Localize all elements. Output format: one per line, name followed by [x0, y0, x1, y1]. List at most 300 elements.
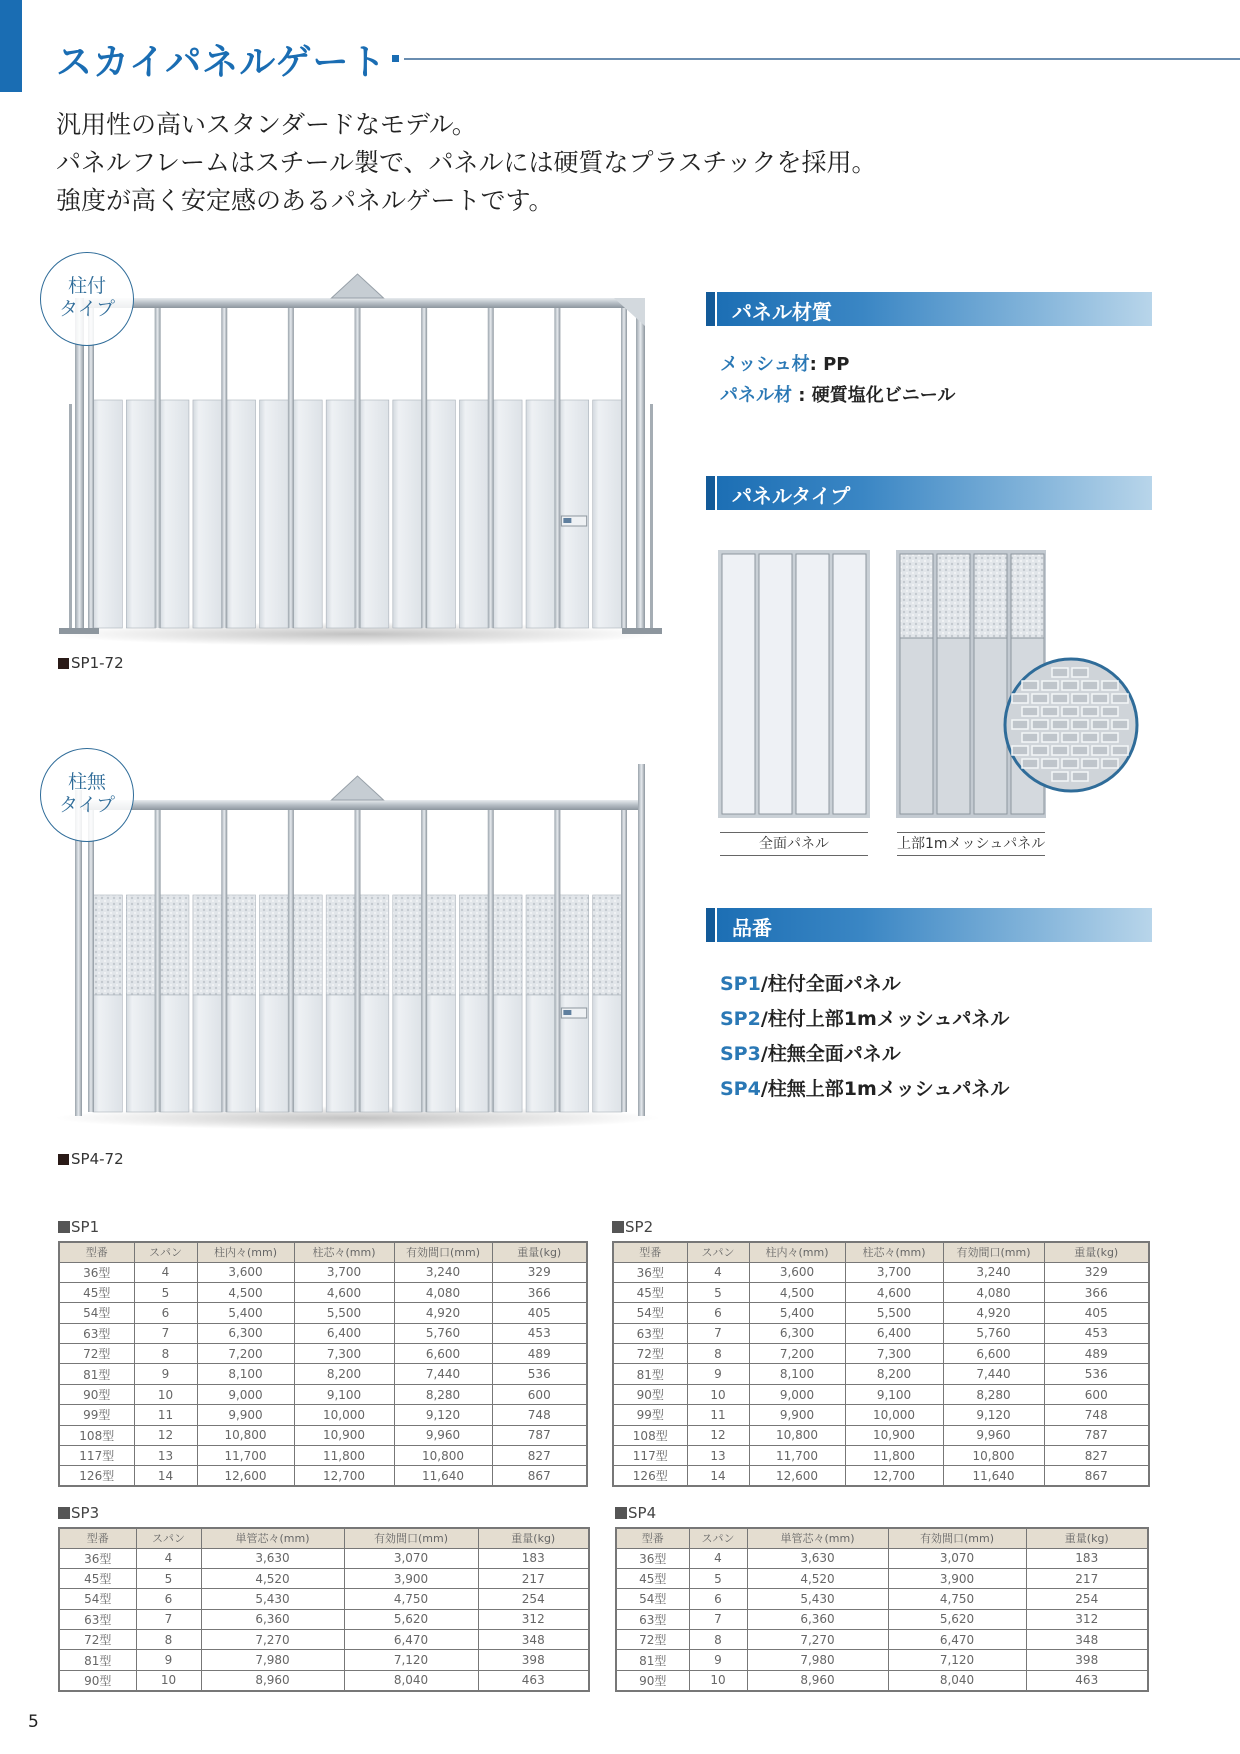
table-cell: 366	[1044, 1282, 1149, 1302]
table-row	[613, 1262, 1149, 1282]
table-cell: 3,630	[747, 1548, 888, 1568]
table-cell: 108型	[59, 1425, 134, 1445]
table-cell: 54型	[613, 1303, 687, 1323]
intro-text	[56, 106, 877, 220]
page-number: 5	[28, 1712, 39, 1732]
table-cell: 3,240	[394, 1262, 492, 1282]
table-row	[59, 1630, 589, 1650]
solid-panel-bottom	[193, 995, 222, 1112]
table-cell: 126型	[613, 1466, 687, 1486]
table-cell: 9	[136, 1650, 201, 1670]
column-header: 柱内々(mm)	[749, 1242, 845, 1262]
vertical-bar	[221, 808, 227, 1112]
solid-panel	[459, 400, 488, 628]
table-cell: 6,360	[201, 1609, 344, 1629]
solid-panel-bottom	[426, 995, 455, 1112]
table-row	[59, 1466, 587, 1486]
table-cell: 8,200	[845, 1364, 943, 1384]
top-rail	[83, 800, 640, 810]
table-cell: 12,600	[749, 1466, 845, 1486]
table-row	[59, 1262, 587, 1282]
table-cell: 9,960	[394, 1425, 492, 1445]
table-cell: 8,960	[201, 1670, 344, 1690]
mesh-cell	[1052, 668, 1068, 677]
table-cell: 827	[1044, 1446, 1149, 1466]
mesh-strip	[974, 554, 1007, 638]
right-pipe	[638, 764, 645, 1116]
panel-strip	[833, 554, 866, 814]
table-cell: 183	[478, 1548, 589, 1568]
table-row	[59, 1568, 589, 1588]
table-cell: 9,960	[943, 1425, 1044, 1445]
vertical-bar	[554, 306, 560, 628]
table-row	[59, 1405, 587, 1425]
mesh-cell	[1052, 694, 1068, 703]
table-cell: 10,000	[294, 1405, 394, 1425]
section-heading-codes: 品番	[706, 908, 1152, 942]
right-post	[636, 298, 645, 628]
table-cell: 5,430	[747, 1589, 888, 1609]
table-cell: 10,800	[394, 1446, 492, 1466]
table-row	[613, 1364, 1149, 1384]
table-cell: 9,900	[749, 1405, 845, 1425]
table-cell: 4,080	[943, 1282, 1044, 1302]
table-cell: 9	[134, 1364, 197, 1384]
mesh-panel-top	[93, 895, 122, 995]
table-cell: 5,430	[201, 1589, 344, 1609]
mesh-cell	[1082, 707, 1098, 716]
table-cell: 54型	[616, 1589, 689, 1609]
panel-strip	[759, 554, 792, 814]
code-item: SP1/柱付全面パネル	[720, 973, 901, 995]
table-header-row	[613, 1242, 1149, 1262]
solid-panel	[93, 400, 122, 628]
table-cell: 7	[687, 1323, 749, 1343]
panel-caption-full: 全面パネル	[720, 832, 868, 856]
table-cell: 463	[1026, 1670, 1148, 1690]
table-cell: 3,700	[845, 1262, 943, 1282]
table-cell: 6,470	[888, 1630, 1026, 1650]
table-row	[616, 1650, 1148, 1670]
table-cell: 6,600	[394, 1344, 492, 1364]
mesh-cell	[1062, 733, 1078, 742]
table-cell: 9	[689, 1650, 747, 1670]
column-header: スパン	[136, 1528, 201, 1548]
table-cell: 3,600	[197, 1262, 294, 1282]
table-cell: 11,640	[394, 1466, 492, 1486]
table-cell: 9,900	[197, 1405, 294, 1425]
vertical-bar	[421, 306, 427, 628]
solid-panel	[126, 400, 155, 628]
mesh-panel-top	[126, 895, 155, 995]
table-cell: 72型	[613, 1344, 687, 1364]
table-cell: 45型	[613, 1282, 687, 1302]
table-cell: 3,600	[749, 1262, 845, 1282]
mesh-cell	[1082, 681, 1098, 690]
table-cell: 6,400	[294, 1323, 394, 1343]
table-cell: 536	[1044, 1364, 1149, 1384]
mesh-cell	[1072, 746, 1088, 755]
table-cell: 10	[134, 1384, 197, 1404]
table-cell: 8,200	[294, 1364, 394, 1384]
table-row	[59, 1548, 589, 1568]
mesh-cell	[1052, 746, 1068, 755]
table-cell: 36型	[613, 1262, 687, 1282]
table-cell: 5	[687, 1282, 749, 1302]
table-cell: 7,980	[201, 1650, 344, 1670]
table-cell: 12,600	[197, 1466, 294, 1486]
table-cell: 6,600	[943, 1344, 1044, 1364]
table-cell: 6,300	[749, 1323, 845, 1343]
table-cell: 6	[136, 1589, 201, 1609]
table-cell: 9,120	[394, 1405, 492, 1425]
mesh-panel-top	[160, 895, 189, 995]
table-row	[59, 1425, 587, 1445]
table-cell: 10,800	[197, 1425, 294, 1445]
table-cell: 14	[687, 1466, 749, 1486]
table-cell: 8,280	[943, 1384, 1044, 1404]
spec-table-sp3	[58, 1527, 590, 1692]
table-row	[613, 1446, 1149, 1466]
mesh-cell	[1112, 720, 1128, 729]
mesh-cell	[1042, 681, 1058, 690]
table-cell: 3,900	[888, 1568, 1026, 1588]
vertical-bar	[88, 808, 94, 1112]
table-row	[59, 1650, 589, 1670]
table-cell: 6,400	[845, 1323, 943, 1343]
solid-panel	[559, 400, 588, 628]
photo-caption: SP4-72	[58, 1150, 124, 1168]
top-rail	[83, 298, 640, 308]
mesh-cell	[1072, 720, 1088, 729]
table-row	[613, 1405, 1149, 1425]
table-cell: 3,240	[943, 1262, 1044, 1282]
mesh-cell	[1102, 759, 1118, 768]
column-header: スパン	[687, 1242, 749, 1262]
table-row	[616, 1548, 1148, 1568]
spec-table-sp1	[58, 1241, 588, 1487]
mesh-cell	[1102, 681, 1118, 690]
table-row	[613, 1303, 1149, 1323]
solid-panel-bottom	[293, 995, 322, 1112]
table-cell: 3,070	[344, 1548, 478, 1568]
panel-strip	[722, 554, 755, 814]
table-cell: 8,100	[197, 1364, 294, 1384]
table-cell: 4,080	[394, 1282, 492, 1302]
mesh-cell	[1062, 759, 1078, 768]
table-cell: 45型	[616, 1568, 689, 1588]
column-header: スパン	[134, 1242, 197, 1262]
solid-panel	[426, 400, 455, 628]
table-cell: 4,520	[201, 1568, 344, 1588]
table-cell: 9,100	[845, 1384, 943, 1404]
solid-panel-bottom	[160, 995, 189, 1112]
table-cell: 10	[136, 1670, 201, 1690]
table-cell: 3,700	[294, 1262, 394, 1282]
table-cell: 5,620	[888, 1609, 1026, 1629]
mesh-cell	[1022, 733, 1038, 742]
table-cell: 72型	[616, 1630, 689, 1650]
table-cell: 11,800	[845, 1446, 943, 1466]
table-cell: 7,120	[344, 1650, 478, 1670]
table-cell: 13	[134, 1446, 197, 1466]
page-title: スカイパネルゲート	[56, 42, 387, 83]
table-cell: 3,900	[344, 1568, 478, 1588]
table-row	[616, 1589, 1148, 1609]
badge-line: タイプ	[58, 794, 116, 816]
table-cell: 536	[492, 1364, 587, 1384]
section-heading-panel-type: パネルタイプ	[706, 476, 1152, 510]
table-cell: 6,470	[344, 1630, 478, 1650]
table-cell: 11,700	[749, 1446, 845, 1466]
table-cell: 217	[1026, 1568, 1148, 1588]
title-rule	[404, 58, 1240, 60]
table-cell: 867	[492, 1466, 587, 1486]
table-cell: 10,800	[943, 1446, 1044, 1466]
mesh-panel-top	[326, 895, 355, 995]
mesh-panel-top	[426, 895, 455, 995]
column-header: 型番	[613, 1242, 687, 1262]
table-cell: 5,760	[943, 1323, 1044, 1343]
column-header: 型番	[59, 1242, 134, 1262]
table-cell: 3,630	[201, 1548, 344, 1568]
vertical-bar	[554, 808, 560, 1112]
table-cell: 9,000	[197, 1384, 294, 1404]
solid-panel-bottom	[526, 995, 555, 1112]
table-cell: 126型	[59, 1466, 134, 1486]
table-cell: 81型	[616, 1650, 689, 1670]
table-cell: 5	[136, 1568, 201, 1588]
table-cell: 4,500	[749, 1282, 845, 1302]
mesh-panel-top	[293, 895, 322, 995]
table-row	[616, 1670, 1148, 1690]
table-cell: 787	[1044, 1425, 1149, 1445]
code-item: SP4/柱無上部1mメッシュパネル	[720, 1078, 1010, 1100]
solid-panel-bottom	[360, 995, 389, 1112]
solid-panel	[260, 400, 289, 628]
header-accent-bar	[0, 0, 22, 92]
table-row	[613, 1344, 1149, 1364]
solid-panel-bottom	[226, 995, 255, 1112]
vertical-bar	[155, 306, 161, 628]
table-cell: 217	[478, 1568, 589, 1588]
table-cell: 81型	[59, 1364, 134, 1384]
mesh-cell	[1012, 746, 1028, 755]
table-row	[59, 1364, 587, 1384]
table-cell: 11,640	[943, 1466, 1044, 1486]
gate-illustration-pillar	[40, 260, 680, 650]
table-cell: 7,120	[888, 1650, 1026, 1670]
solid-panel-bottom	[493, 995, 522, 1112]
mesh-cell	[1052, 772, 1068, 781]
mesh-panel-top	[360, 895, 389, 995]
table-cell: 12	[687, 1425, 749, 1445]
table-cell: 9,120	[943, 1405, 1044, 1425]
photo-caption: SP1-72	[58, 654, 124, 672]
panel-strip	[796, 554, 829, 814]
vertical-bar	[288, 808, 294, 1112]
table-row	[616, 1609, 1148, 1629]
table-cell: 5,500	[845, 1303, 943, 1323]
table-cell: 183	[1026, 1548, 1148, 1568]
table-header-row	[616, 1528, 1148, 1548]
table-cell: 54型	[59, 1589, 136, 1609]
left-post	[75, 298, 84, 628]
solid-panel-bottom	[93, 995, 122, 1112]
badge-line: 柱付	[67, 275, 106, 297]
square-bullet-icon	[58, 1221, 70, 1233]
table-cell: 5,760	[394, 1323, 492, 1343]
table-cell: 489	[492, 1344, 587, 1364]
mesh-cell	[1022, 707, 1038, 716]
table-cell: 4,750	[888, 1589, 1026, 1609]
mesh-panel-top	[193, 895, 222, 995]
table-cell: 11	[134, 1405, 197, 1425]
vertical-bar	[488, 306, 494, 628]
pillar-type-badge	[40, 252, 134, 346]
table-header-row	[59, 1528, 589, 1548]
table-cell: 12	[134, 1425, 197, 1445]
table-cell: 11,800	[294, 1446, 394, 1466]
column-header: 柱芯々(mm)	[294, 1242, 394, 1262]
table-cell: 7,200	[197, 1344, 294, 1364]
table-cell: 8	[687, 1344, 749, 1364]
table-cell: 4	[687, 1262, 749, 1282]
table-cell: 398	[1026, 1650, 1148, 1670]
table-cell: 453	[1044, 1323, 1149, 1343]
vertical-bar	[621, 306, 627, 628]
table-cell: 36型	[59, 1548, 136, 1568]
center-bracket	[332, 274, 384, 298]
table-cell: 45型	[59, 1282, 134, 1302]
solid-panel	[393, 400, 422, 628]
table-cell: 90型	[59, 1670, 136, 1690]
table-cell: 348	[478, 1630, 589, 1650]
mesh-cell	[1112, 694, 1128, 703]
table-row	[59, 1282, 587, 1302]
table-row	[59, 1609, 589, 1629]
table-cell: 11,700	[197, 1446, 294, 1466]
vertical-bar	[421, 808, 427, 1112]
table-cell: 7,200	[749, 1344, 845, 1364]
table-cell: 63型	[613, 1323, 687, 1343]
table-cell: 90型	[59, 1384, 134, 1404]
table-cell: 7,300	[845, 1344, 943, 1364]
mesh-strip	[1011, 554, 1044, 638]
table-cell: 54型	[59, 1303, 134, 1323]
badge-line: タイプ	[58, 298, 116, 320]
table-cell: 81型	[613, 1364, 687, 1384]
column-header: 重量(kg)	[478, 1528, 589, 1548]
table-cell: 254	[1026, 1589, 1148, 1609]
table-cell: 4,920	[943, 1303, 1044, 1323]
table-cell: 14	[134, 1466, 197, 1486]
mesh-cell	[1072, 772, 1088, 781]
table-cell: 8,040	[344, 1670, 478, 1690]
section-heading-material: パネル材質	[706, 292, 1152, 326]
column-header: 重量(kg)	[1026, 1528, 1148, 1548]
mesh-cell	[1082, 733, 1098, 742]
column-header: 単管芯々(mm)	[201, 1528, 344, 1548]
table-title-sp3: SP3	[58, 1504, 99, 1522]
table-cell: 12,700	[294, 1466, 394, 1486]
full-panel-image	[718, 550, 870, 818]
solid-panel-bottom	[260, 995, 289, 1112]
side-rod	[69, 404, 72, 628]
table-cell: 348	[1026, 1630, 1148, 1650]
spec-table-sp4	[615, 1527, 1149, 1692]
vertical-bar	[155, 808, 161, 1112]
table-cell: 6,300	[197, 1323, 294, 1343]
title-bullet	[392, 55, 399, 62]
table-cell: 7,270	[201, 1630, 344, 1650]
table-cell: 99型	[613, 1405, 687, 1425]
table-cell: 9,100	[294, 1384, 394, 1404]
mesh-cell	[1102, 733, 1118, 742]
table-cell: 63型	[59, 1609, 136, 1629]
table-cell: 7,440	[394, 1364, 492, 1384]
material-item: メッシュ材: PP	[720, 354, 850, 375]
table-cell: 10,800	[749, 1425, 845, 1445]
table-cell: 329	[1044, 1262, 1149, 1282]
vertical-bar	[621, 808, 627, 1112]
panel-sample-full	[718, 550, 870, 818]
table-cell: 7	[134, 1323, 197, 1343]
table-cell: 45型	[59, 1568, 136, 1588]
table-cell: 463	[478, 1670, 589, 1690]
mesh-cell	[1082, 759, 1098, 768]
no-pillar-type-badge	[40, 748, 134, 842]
solid-panel-bottom	[126, 995, 155, 1112]
table-cell: 6	[134, 1303, 197, 1323]
solid-panel	[493, 400, 522, 628]
solid-panel	[193, 400, 222, 628]
table-row	[59, 1303, 587, 1323]
panel-sample-mesh	[896, 550, 1146, 818]
table-row	[616, 1568, 1148, 1588]
solid-panel-bottom	[459, 995, 488, 1112]
table-cell: 5,400	[197, 1303, 294, 1323]
column-header: スパン	[689, 1528, 747, 1548]
table-cell: 453	[492, 1323, 587, 1343]
mesh-cell	[1032, 694, 1048, 703]
table-cell: 13	[687, 1446, 749, 1466]
table-cell: 8	[689, 1630, 747, 1650]
table-cell: 36型	[59, 1262, 134, 1282]
mesh-panel-top	[493, 895, 522, 995]
column-header: 有効間口(mm)	[344, 1528, 478, 1548]
table-cell: 8	[134, 1344, 197, 1364]
code-item: SP3/柱無全面パネル	[720, 1043, 901, 1065]
table-cell: 7,270	[747, 1630, 888, 1650]
mesh-panel-top	[260, 895, 289, 995]
table-row	[59, 1446, 587, 1466]
solid-panel	[160, 400, 189, 628]
table-row	[613, 1384, 1149, 1404]
table-cell: 7	[689, 1609, 747, 1629]
intro-line: パネルフレームはスチール製で、パネルには硬質なプラスチックを採用。	[56, 148, 877, 177]
solid-strip	[937, 638, 970, 814]
column-header: 重量(kg)	[1044, 1242, 1149, 1262]
gate-photo-sp1	[40, 260, 680, 650]
solid-panel-bottom	[593, 995, 622, 1112]
latch-icon	[563, 1010, 571, 1015]
table-cell: 90型	[616, 1670, 689, 1690]
table-row	[616, 1630, 1148, 1650]
table-cell: 8	[136, 1630, 201, 1650]
table-cell: 489	[1044, 1344, 1149, 1364]
mesh-cell	[1012, 694, 1028, 703]
